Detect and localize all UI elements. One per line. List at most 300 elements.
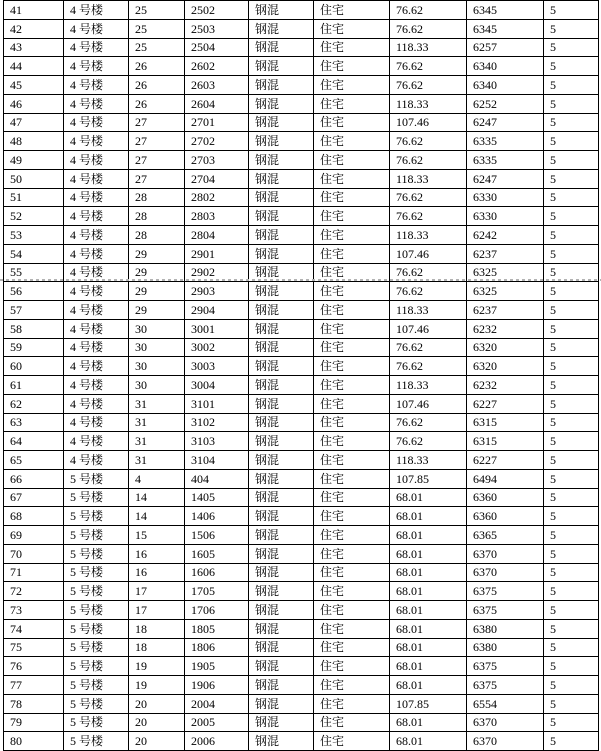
table-row [4, 582, 599, 601]
cell-floor: 31 [129, 413, 185, 432]
cell-usage: 住宅 [314, 38, 390, 57]
cell-room-no: 2804 [185, 226, 249, 245]
cell-usage: 住宅 [314, 526, 390, 545]
cell-building: 4 号楼 [64, 394, 129, 413]
cell-building: 5 号楼 [64, 601, 129, 620]
cell-floor: 30 [129, 376, 185, 395]
cell-floor: 19 [129, 676, 185, 695]
cell-misc: 5 [544, 563, 599, 582]
cell-row-no: 77 [4, 676, 64, 695]
cell-row-no: 48 [4, 132, 64, 151]
cell-structure: 钢混 [249, 376, 314, 395]
cell-misc: 5 [544, 544, 599, 563]
cell-structure: 钢混 [249, 76, 314, 95]
housing-price-table [3, 0, 599, 751]
cell-building: 4 号楼 [64, 57, 129, 76]
cell-area: 76.62 [390, 151, 467, 170]
cell-price: 6370 [467, 544, 544, 563]
cell-area: 68.01 [390, 732, 467, 751]
cell-row-no: 63 [4, 413, 64, 432]
cell-structure: 钢混 [249, 638, 314, 657]
cell-misc: 5 [544, 638, 599, 657]
table-row [4, 451, 599, 470]
cell-row-no: 74 [4, 619, 64, 638]
cell-usage: 住宅 [314, 713, 390, 732]
cell-misc: 5 [544, 694, 599, 713]
table-row [4, 601, 599, 620]
cell-area: 76.62 [390, 19, 467, 38]
cell-usage: 住宅 [314, 94, 390, 113]
cell-price: 6370 [467, 732, 544, 751]
cell-floor: 14 [129, 507, 185, 526]
table-row [4, 207, 599, 226]
cell-area: 68.01 [390, 713, 467, 732]
cell-floor: 26 [129, 76, 185, 95]
cell-room-no: 1606 [185, 563, 249, 582]
cell-row-no: 47 [4, 113, 64, 132]
cell-structure: 钢混 [249, 582, 314, 601]
cell-structure: 钢混 [249, 1, 314, 20]
cell-row-no: 71 [4, 563, 64, 582]
cell-room-no: 1805 [185, 619, 249, 638]
cell-floor: 30 [129, 338, 185, 357]
table-row [4, 132, 599, 151]
cell-structure: 钢混 [249, 507, 314, 526]
cell-area: 107.46 [390, 113, 467, 132]
cell-building: 4 号楼 [64, 413, 129, 432]
cell-floor: 18 [129, 638, 185, 657]
cell-usage: 住宅 [314, 694, 390, 713]
cell-row-no: 56 [4, 282, 64, 301]
cell-row-no: 68 [4, 507, 64, 526]
cell-structure: 钢混 [249, 413, 314, 432]
cell-misc: 5 [544, 657, 599, 676]
cell-row-no: 66 [4, 469, 64, 488]
cell-building: 4 号楼 [64, 432, 129, 451]
cell-structure: 钢混 [249, 301, 314, 320]
cell-misc: 5 [544, 263, 599, 282]
cell-floor: 30 [129, 357, 185, 376]
cell-misc: 5 [544, 188, 599, 207]
cell-usage: 住宅 [314, 732, 390, 751]
table-row [4, 169, 599, 188]
cell-usage: 住宅 [314, 263, 390, 282]
cell-usage: 住宅 [314, 19, 390, 38]
cell-room-no: 2904 [185, 301, 249, 320]
cell-room-no: 2603 [185, 76, 249, 95]
cell-floor: 31 [129, 451, 185, 470]
cell-structure: 钢混 [249, 263, 314, 282]
table-row [4, 301, 599, 320]
table-row [4, 244, 599, 263]
cell-price: 6370 [467, 713, 544, 732]
cell-row-no: 73 [4, 601, 64, 620]
cell-building: 5 号楼 [64, 563, 129, 582]
cell-price: 6227 [467, 394, 544, 413]
cell-area: 76.62 [390, 188, 467, 207]
cell-building: 4 号楼 [64, 94, 129, 113]
cell-misc: 5 [544, 169, 599, 188]
cell-area: 68.01 [390, 563, 467, 582]
cell-row-no: 61 [4, 376, 64, 395]
cell-building: 4 号楼 [64, 132, 129, 151]
cell-room-no: 2504 [185, 38, 249, 57]
cell-area: 76.62 [390, 132, 467, 151]
table-row [4, 188, 599, 207]
cell-building: 4 号楼 [64, 357, 129, 376]
cell-usage: 住宅 [314, 207, 390, 226]
table-row [4, 469, 599, 488]
cell-structure: 钢混 [249, 563, 314, 582]
cell-misc: 5 [544, 732, 599, 751]
cell-row-no: 54 [4, 244, 64, 263]
cell-misc: 5 [544, 226, 599, 245]
cell-usage: 住宅 [314, 638, 390, 657]
cell-row-no: 64 [4, 432, 64, 451]
cell-structure: 钢混 [249, 57, 314, 76]
cell-usage: 住宅 [314, 226, 390, 245]
table-row [4, 676, 599, 695]
cell-floor: 14 [129, 488, 185, 507]
cell-structure: 钢混 [249, 432, 314, 451]
cell-price: 6335 [467, 132, 544, 151]
cell-structure: 钢混 [249, 676, 314, 695]
cell-structure: 钢混 [249, 694, 314, 713]
cell-structure: 钢混 [249, 357, 314, 376]
cell-misc: 5 [544, 601, 599, 620]
cell-misc: 5 [544, 319, 599, 338]
cell-usage: 住宅 [314, 544, 390, 563]
cell-area: 118.33 [390, 169, 467, 188]
table-row [4, 263, 599, 282]
cell-usage: 住宅 [314, 413, 390, 432]
cell-room-no: 3002 [185, 338, 249, 357]
cell-price: 6320 [467, 357, 544, 376]
cell-price: 6325 [467, 263, 544, 282]
table-row [4, 526, 599, 545]
cell-floor: 25 [129, 1, 185, 20]
cell-misc: 5 [544, 451, 599, 470]
cell-misc: 5 [544, 151, 599, 170]
cell-structure: 钢混 [249, 319, 314, 338]
cell-price: 6330 [467, 188, 544, 207]
cell-row-no: 53 [4, 226, 64, 245]
cell-building: 4 号楼 [64, 169, 129, 188]
cell-price: 6340 [467, 57, 544, 76]
table-row [4, 57, 599, 76]
cell-price: 6375 [467, 676, 544, 695]
cell-price: 6247 [467, 113, 544, 132]
cell-usage: 住宅 [314, 619, 390, 638]
cell-usage: 住宅 [314, 582, 390, 601]
cell-area: 76.62 [390, 207, 467, 226]
cell-price: 6365 [467, 526, 544, 545]
cell-misc: 5 [544, 713, 599, 732]
cell-building: 5 号楼 [64, 676, 129, 695]
cell-price: 6227 [467, 451, 544, 470]
cell-usage: 住宅 [314, 432, 390, 451]
cell-row-no: 69 [4, 526, 64, 545]
cell-building: 5 号楼 [64, 469, 129, 488]
cell-usage: 住宅 [314, 507, 390, 526]
cell-row-no: 60 [4, 357, 64, 376]
cell-structure: 钢混 [249, 132, 314, 151]
cell-misc: 5 [544, 488, 599, 507]
cell-price: 6232 [467, 319, 544, 338]
cell-structure: 钢混 [249, 526, 314, 545]
cell-room-no: 2903 [185, 282, 249, 301]
cell-structure: 钢混 [249, 732, 314, 751]
cell-misc: 5 [544, 619, 599, 638]
cell-price: 6335 [467, 151, 544, 170]
table-body [4, 1, 599, 751]
cell-floor: 30 [129, 319, 185, 338]
cell-floor: 25 [129, 38, 185, 57]
cell-building: 4 号楼 [64, 188, 129, 207]
cell-building: 5 号楼 [64, 694, 129, 713]
cell-area: 107.85 [390, 469, 467, 488]
cell-floor: 19 [129, 657, 185, 676]
cell-structure: 钢混 [249, 544, 314, 563]
cell-floor: 27 [129, 151, 185, 170]
cell-misc: 5 [544, 582, 599, 601]
table-row [4, 732, 599, 751]
cell-area: 76.62 [390, 357, 467, 376]
cell-room-no: 2005 [185, 713, 249, 732]
cell-usage: 住宅 [314, 451, 390, 470]
cell-price: 6554 [467, 694, 544, 713]
cell-price: 6247 [467, 169, 544, 188]
cell-row-no: 59 [4, 338, 64, 357]
cell-structure: 钢混 [249, 469, 314, 488]
cell-room-no: 1506 [185, 526, 249, 545]
cell-row-no: 65 [4, 451, 64, 470]
cell-row-no: 80 [4, 732, 64, 751]
table-row [4, 544, 599, 563]
cell-row-no: 57 [4, 301, 64, 320]
cell-area: 107.46 [390, 319, 467, 338]
cell-floor: 17 [129, 582, 185, 601]
cell-floor: 27 [129, 113, 185, 132]
cell-row-no: 45 [4, 76, 64, 95]
cell-misc: 5 [544, 301, 599, 320]
table-row [4, 338, 599, 357]
cell-structure: 钢混 [249, 226, 314, 245]
cell-price: 6237 [467, 244, 544, 263]
cell-usage: 住宅 [314, 469, 390, 488]
cell-room-no: 1705 [185, 582, 249, 601]
cell-structure: 钢混 [249, 38, 314, 57]
cell-row-no: 72 [4, 582, 64, 601]
table-row [4, 1, 599, 20]
cell-room-no: 404 [185, 469, 249, 488]
cell-misc: 5 [544, 507, 599, 526]
cell-room-no: 2604 [185, 94, 249, 113]
cell-misc: 5 [544, 207, 599, 226]
cell-floor: 15 [129, 526, 185, 545]
cell-usage: 住宅 [314, 57, 390, 76]
cell-misc: 5 [544, 94, 599, 113]
cell-structure: 钢混 [249, 713, 314, 732]
table-row [4, 38, 599, 57]
cell-floor: 17 [129, 601, 185, 620]
cell-price: 6494 [467, 469, 544, 488]
cell-area: 76.62 [390, 263, 467, 282]
cell-structure: 钢混 [249, 19, 314, 38]
table-row [4, 19, 599, 38]
table-row [4, 713, 599, 732]
cell-area: 68.01 [390, 582, 467, 601]
cell-structure: 钢混 [249, 601, 314, 620]
cell-building: 4 号楼 [64, 301, 129, 320]
cell-misc: 5 [544, 469, 599, 488]
cell-area: 118.33 [390, 38, 467, 57]
cell-building: 4 号楼 [64, 263, 129, 282]
cell-price: 6340 [467, 76, 544, 95]
cell-row-no: 42 [4, 19, 64, 38]
cell-row-no: 67 [4, 488, 64, 507]
cell-price: 6360 [467, 488, 544, 507]
table-row [4, 488, 599, 507]
table-row [4, 432, 599, 451]
table-row [4, 563, 599, 582]
cell-floor: 25 [129, 19, 185, 38]
cell-area: 76.62 [390, 57, 467, 76]
cell-row-no: 76 [4, 657, 64, 676]
cell-row-no: 41 [4, 1, 64, 20]
cell-floor: 26 [129, 57, 185, 76]
cell-row-no: 44 [4, 57, 64, 76]
cell-area: 68.01 [390, 507, 467, 526]
cell-structure: 钢混 [249, 394, 314, 413]
cell-room-no: 2004 [185, 694, 249, 713]
cell-room-no: 1806 [185, 638, 249, 657]
cell-structure: 钢混 [249, 451, 314, 470]
cell-building: 5 号楼 [64, 488, 129, 507]
cell-misc: 5 [544, 19, 599, 38]
cell-area: 68.01 [390, 657, 467, 676]
cell-building: 5 号楼 [64, 657, 129, 676]
cell-room-no: 2702 [185, 132, 249, 151]
cell-price: 6330 [467, 207, 544, 226]
cell-price: 6242 [467, 226, 544, 245]
cell-misc: 5 [544, 357, 599, 376]
cell-structure: 钢混 [249, 94, 314, 113]
cell-row-no: 58 [4, 319, 64, 338]
cell-room-no: 3102 [185, 413, 249, 432]
cell-row-no: 70 [4, 544, 64, 563]
cell-row-no: 78 [4, 694, 64, 713]
cell-area: 76.62 [390, 432, 467, 451]
cell-usage: 住宅 [314, 282, 390, 301]
cell-building: 4 号楼 [64, 113, 129, 132]
cell-building: 4 号楼 [64, 338, 129, 357]
cell-usage: 住宅 [314, 601, 390, 620]
cell-usage: 住宅 [314, 301, 390, 320]
cell-area: 107.85 [390, 694, 467, 713]
cell-misc: 5 [544, 338, 599, 357]
cell-price: 6375 [467, 601, 544, 620]
cell-usage: 住宅 [314, 113, 390, 132]
cell-floor: 18 [129, 619, 185, 638]
cell-usage: 住宅 [314, 132, 390, 151]
cell-price: 6345 [467, 1, 544, 20]
cell-floor: 29 [129, 244, 185, 263]
cell-room-no: 1405 [185, 488, 249, 507]
cell-price: 6237 [467, 301, 544, 320]
cell-area: 68.01 [390, 526, 467, 545]
cell-room-no: 1406 [185, 507, 249, 526]
cell-misc: 5 [544, 244, 599, 263]
cell-structure: 钢混 [249, 619, 314, 638]
cell-misc: 5 [544, 76, 599, 95]
cell-structure: 钢混 [249, 113, 314, 132]
cell-building: 5 号楼 [64, 638, 129, 657]
cell-usage: 住宅 [314, 188, 390, 207]
cell-room-no: 2704 [185, 169, 249, 188]
cell-room-no: 3101 [185, 394, 249, 413]
cell-room-no: 1906 [185, 676, 249, 695]
cell-floor: 16 [129, 563, 185, 582]
cell-floor: 20 [129, 713, 185, 732]
cell-structure: 钢混 [249, 657, 314, 676]
table-row [4, 619, 599, 638]
cell-structure: 钢混 [249, 188, 314, 207]
cell-room-no: 3001 [185, 319, 249, 338]
cell-area: 118.33 [390, 376, 467, 395]
table-row [4, 76, 599, 95]
cell-floor: 28 [129, 207, 185, 226]
cell-area: 107.46 [390, 394, 467, 413]
cell-room-no: 2701 [185, 113, 249, 132]
cell-floor: 31 [129, 432, 185, 451]
cell-room-no: 1706 [185, 601, 249, 620]
cell-building: 4 号楼 [64, 76, 129, 95]
table-row [4, 151, 599, 170]
cell-room-no: 2502 [185, 1, 249, 20]
cell-misc: 5 [544, 394, 599, 413]
cell-building: 5 号楼 [64, 526, 129, 545]
cell-room-no: 1905 [185, 657, 249, 676]
cell-price: 6375 [467, 657, 544, 676]
cell-usage: 住宅 [314, 244, 390, 263]
cell-building: 4 号楼 [64, 19, 129, 38]
cell-row-no: 46 [4, 94, 64, 113]
cell-room-no: 2901 [185, 244, 249, 263]
cell-building: 5 号楼 [64, 732, 129, 751]
cell-price: 6232 [467, 376, 544, 395]
table-row [4, 226, 599, 245]
cell-building: 4 号楼 [64, 282, 129, 301]
cell-building: 5 号楼 [64, 713, 129, 732]
cell-floor: 29 [129, 301, 185, 320]
table-row [4, 694, 599, 713]
cell-floor: 16 [129, 544, 185, 563]
cell-floor: 26 [129, 94, 185, 113]
cell-area: 76.62 [390, 413, 467, 432]
cell-building: 4 号楼 [64, 319, 129, 338]
cell-row-no: 75 [4, 638, 64, 657]
cell-price: 6345 [467, 19, 544, 38]
cell-room-no: 2006 [185, 732, 249, 751]
cell-building: 5 号楼 [64, 544, 129, 563]
cell-building: 4 号楼 [64, 451, 129, 470]
table-row [4, 507, 599, 526]
cell-floor: 4 [129, 469, 185, 488]
cell-row-no: 55 [4, 263, 64, 282]
cell-price: 6380 [467, 638, 544, 657]
cell-price: 6360 [467, 507, 544, 526]
